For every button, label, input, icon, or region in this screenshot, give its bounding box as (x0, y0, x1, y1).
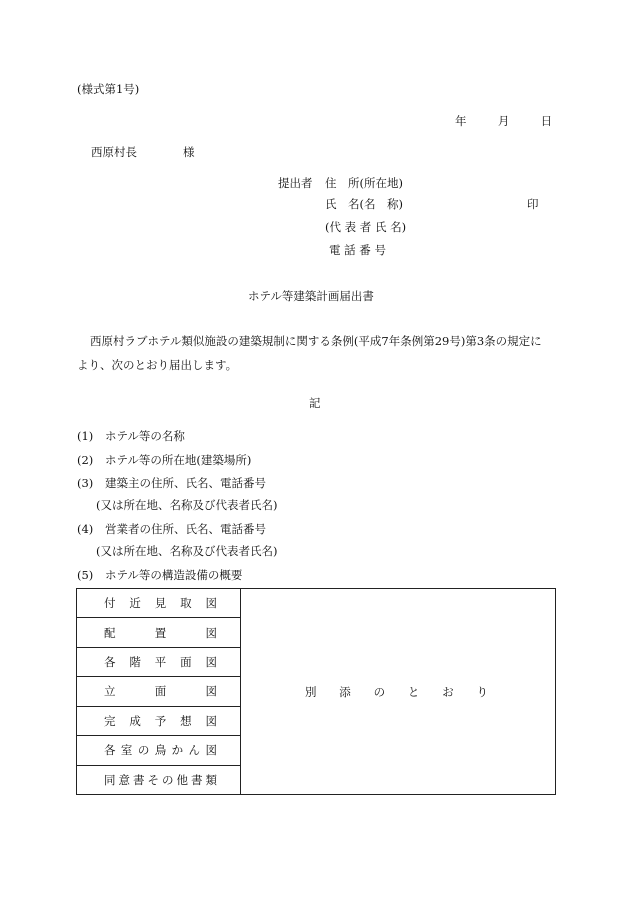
attachment-label: 同 意 書 そ の 他 書 類 (104, 772, 217, 787)
body-line-1: 西原村ラブホテル類似施設の建築規制に関する条例(平成7年条例第29号)第3条の規定に (90, 334, 542, 348)
list-item (96, 500, 277, 512)
attachment-label: 付 近 見 取 図 (104, 596, 217, 611)
date-year: 年 (455, 114, 467, 128)
item-text: ホテル等の所在地(建築場所) (105, 453, 252, 467)
addressee-title: 西原村長 (91, 145, 137, 159)
form-number: (様式第1号) (77, 82, 140, 96)
item-number: (1) (77, 429, 94, 443)
attachment-label-cell (77, 736, 241, 765)
attachment-label-cell (77, 765, 241, 794)
applicant-label: 提出者 (278, 176, 313, 190)
item-number: (3) (77, 476, 94, 490)
list-item (96, 546, 277, 558)
attachment-label-cell (77, 618, 241, 647)
date-day: 日 (540, 114, 553, 128)
attachment-label: 配 置 図 (104, 625, 217, 640)
attachment-label: 各 室 の 鳥 か ん 図 (104, 743, 217, 758)
item-number: (4) (77, 522, 94, 536)
list-item (77, 478, 266, 490)
date-line (455, 116, 552, 128)
attachment-label: 立 面 図 (104, 684, 217, 699)
applicant-representative: (代 表 者 氏 名) (325, 220, 407, 234)
list-item (77, 524, 266, 536)
list-item (77, 431, 185, 443)
table-row (77, 589, 556, 618)
item-number: (2) (77, 453, 94, 467)
item-text: (又は所在地、名称及び代表者氏名) (96, 498, 278, 512)
attachment-note-cell (241, 589, 556, 795)
applicant-address: 住 所(所在地) (325, 176, 403, 190)
seal-mark: 印 (527, 197, 539, 211)
list-item (77, 455, 251, 467)
attachment-label-cell (77, 589, 241, 618)
attachment-label-cell (77, 706, 241, 735)
body-line-2: より、次のとおり届出します。 (77, 358, 238, 372)
list-item (77, 570, 242, 582)
attachment-note: 別 添 の と お り (305, 684, 488, 699)
item-text: ホテル等の構造設備の概要 (105, 568, 243, 582)
addressee-honorific: 様 (183, 145, 195, 159)
attachment-label-cell (77, 677, 241, 706)
attachments-table (76, 588, 556, 795)
attachment-label: 完 成 予 想 図 (104, 713, 217, 728)
attachment-label: 各 階 平 面 図 (104, 655, 217, 670)
item-text: 建築主の住所、氏名、電話番号 (105, 476, 266, 490)
item-text: ホテル等の名称 (105, 429, 185, 443)
document-title: ホテル等建築計画届出書 (248, 289, 374, 303)
applicant-phone: 電 話 番 号 (329, 243, 386, 257)
applicant-name: 氏 名(名 称) (325, 197, 403, 211)
item-text: (又は所在地、名称及び代表者氏名) (96, 544, 278, 558)
ki-heading: 記 (309, 396, 321, 410)
attachment-label-cell (77, 647, 241, 676)
date-month: 月 (497, 114, 510, 128)
item-number: (5) (77, 568, 94, 582)
item-text: 営業者の住所、氏名、電話番号 (105, 522, 266, 536)
